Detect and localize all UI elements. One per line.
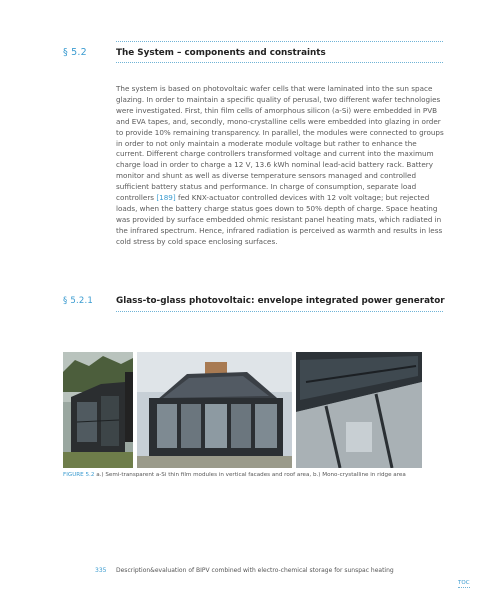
heading-bottom-rule — [116, 62, 443, 63]
heading-top-rule — [116, 41, 443, 42]
figure-label: FIGURE 5.2 — [63, 472, 95, 478]
subsection-number: § 5.2.1 — [63, 296, 93, 306]
section-number: § 5.2 — [63, 47, 87, 58]
photo-facade-left — [63, 352, 133, 468]
photo-ridge-detail — [296, 352, 422, 468]
citation-link[interactable]: [189] — [156, 193, 176, 203]
photo-ridge-detail-image — [296, 352, 422, 468]
subsection-title: Glass-to-glass photovoltaic: envelope integrated power generator — [116, 296, 445, 306]
running-title: Description&evaluation of BIPV combined with electro-chemical storage for sunspac heating — [116, 567, 394, 574]
figure-caption-text: a.) Semi-transparent a-Si thin film modules in vertical facades and roof area, b.) Mono-crystalline in ridge area — [96, 472, 406, 478]
body-text-end: fed KNX-actuator controlled devices with 12 volt voltage; but rejected loads, when the battery charge status goes down to 50% depth of charge. Space heating was provided by surface embedded ohmic resistant panel heating mats, which radiated in the infrared spectrum. Hence, infrared radiation is perceived as warmth and results in less cold stress by cold space enclosing surfaces. — [116, 193, 443, 246]
page-number: 335 — [95, 567, 107, 574]
figure-caption — [63, 472, 406, 478]
photo-facade-left-image — [63, 352, 133, 468]
photo-pavilion — [137, 352, 292, 468]
body-text-start: The system is based on photovoltaic wafer cells that were laminated into the sun space glazing. In order to maintain a specific quality of perusal, two different wafer technologies were investigated. First, thin film cells of amorphous silicon (a-Si) were embedded in PVB and EVA tapes, and, secondly, mono-crystalline cells were embedded into glazing in order to provide 10% remaining transparency. In parallel, the modules were connected to groups in order to not only maintain a moderate module voltage but rather to enhance the current. Different charge controllers transformed voltage and current into the maximum charge load in order to charge a 12 V, 13.6 kWh nominal lead-acid battery rack. Battery monitor and shunt as well as diverse temperature sensors managed and controlled sufficient battery status and performance. In charge of consumption, separate load controllers — [116, 84, 444, 203]
subsection-rule — [116, 311, 443, 312]
photo-pavilion-image — [137, 352, 292, 468]
body-paragraph — [116, 84, 446, 248]
toc-link[interactable]: TOC — [458, 580, 470, 586]
section-title: The System – components and constraints — [116, 48, 326, 58]
